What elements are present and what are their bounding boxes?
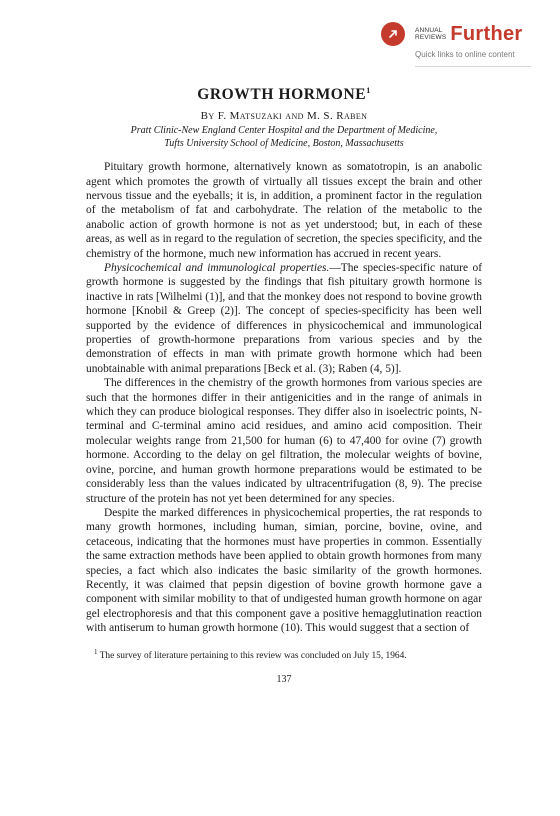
paragraph-3: [86, 376, 482, 506]
paragraph-text: Despite the marked differences in physicochemical properties, the rat responds to many growth hormones, including human, simian, porcine, bovine, ovine, and cetaceous, indicating that the hormones must have properties in common. Essentially the same extraction methods have been applied to obtain growth hormones from many species, a fact which also indicates the basic similarity of the growth hormones. Recently, it was claimed that pepsin digestion of bovine growth hormone gave a component with similar mobility to that of undigested human growth hormone on agar gel electrophoresis and that this component gave a positive hemagglutination reaction with antiserum to human growth hormone (10). This would suggest that a section of: [86, 506, 482, 635]
annual-reviews-logo-text: [415, 27, 446, 41]
paragraph-lead: Physicochemical and immunological properties.: [104, 262, 330, 274]
paragraph-1: [86, 160, 482, 261]
paragraph-2: [86, 261, 482, 376]
paragraph-text: Pituitary growth hormone, alternatively known as somatotropin, is an anabolic agent which promotes the growth of virtually all tissues except the brain and other nervous tissue and the eyeballs; it is, in addition, a prominent factor in the regulation of the metabolism of fat and carbohydrate. The relation of the metabolic to the anabolic action of growth hormone is not as yet understood; but, in each of these areas, as well as in regard to the regulation of secretion, the species specificity, and the chemistry of the hormone, much new information has accrued in recent years.: [86, 161, 482, 260]
annual-reviews-further-badge[interactable]: [375, 20, 533, 68]
affiliation-line-1: Pratt Clinic-New England Center Hospital and the Department of Medicine,: [130, 125, 438, 137]
title-footnote-mark: 1: [366, 86, 371, 95]
affiliation-line-2: Tufts University School of Medicine, Boston, Massachusetts: [164, 138, 404, 150]
external-link-icon: [381, 22, 405, 46]
footnote-mark: 1: [94, 647, 98, 656]
paragraph-text: —The species-specific nature of growth hormone is suggested by the findings that fish pituitary growth hormone is inactive in rats [Wilhelmi (1)], and that the monkey does not respond to bovine growth hormone [Knobil & Greep (2)]. The concept of species-specificity has been well supported by the evidence of differences in physicochemical and immunological properties of growth-hormone preparations from various species and by the demonstration of effects in man with primate growth hormone which had been unobtainable with animal preparations [Beck et al. (3); Raben (4, 5)].: [86, 262, 482, 375]
badge-further-label: Further: [450, 22, 523, 45]
badge-subtitle: Quick links to online content: [415, 50, 515, 59]
badge-brand-small: ANNUAL REVIEWS: [415, 27, 447, 41]
title-text: GROWTH HORMONE: [197, 86, 367, 104]
article-page: [86, 86, 482, 685]
footnote: [86, 646, 482, 662]
paragraph-4: [86, 506, 482, 636]
badge-divider: [415, 66, 531, 67]
authors: By F. Matsuzaki and M. S. Raben: [200, 110, 368, 123]
page-number: 137: [276, 673, 292, 685]
footnote-text: The survey of literature pertaining to this review was concluded on July 15, 1964.: [99, 650, 407, 661]
paragraph-text: The differences in the chemistry of the growth hormones from various species are such that the hormones differ in their antigenicities and in the range of animals in which they can produce biological responses. They differ also in isoelectric points, N-terminal and C-terminal amino acid residues, and amino acid composition. Their molecular weights range from 21,500 for human (6) to 47,400 for ovine (7) growth hormone. According to the delay on gel filtration, the molecular weights of bovine, ovine, porcine, and human growth hormone preparations would be estimated to be considerably less than the values indicated by ultracentrifugation (8, 9). The precise structure of the protein has not yet been determined for any species.: [86, 377, 482, 505]
article-body: [86, 160, 482, 635]
article-title: [86, 86, 482, 104]
